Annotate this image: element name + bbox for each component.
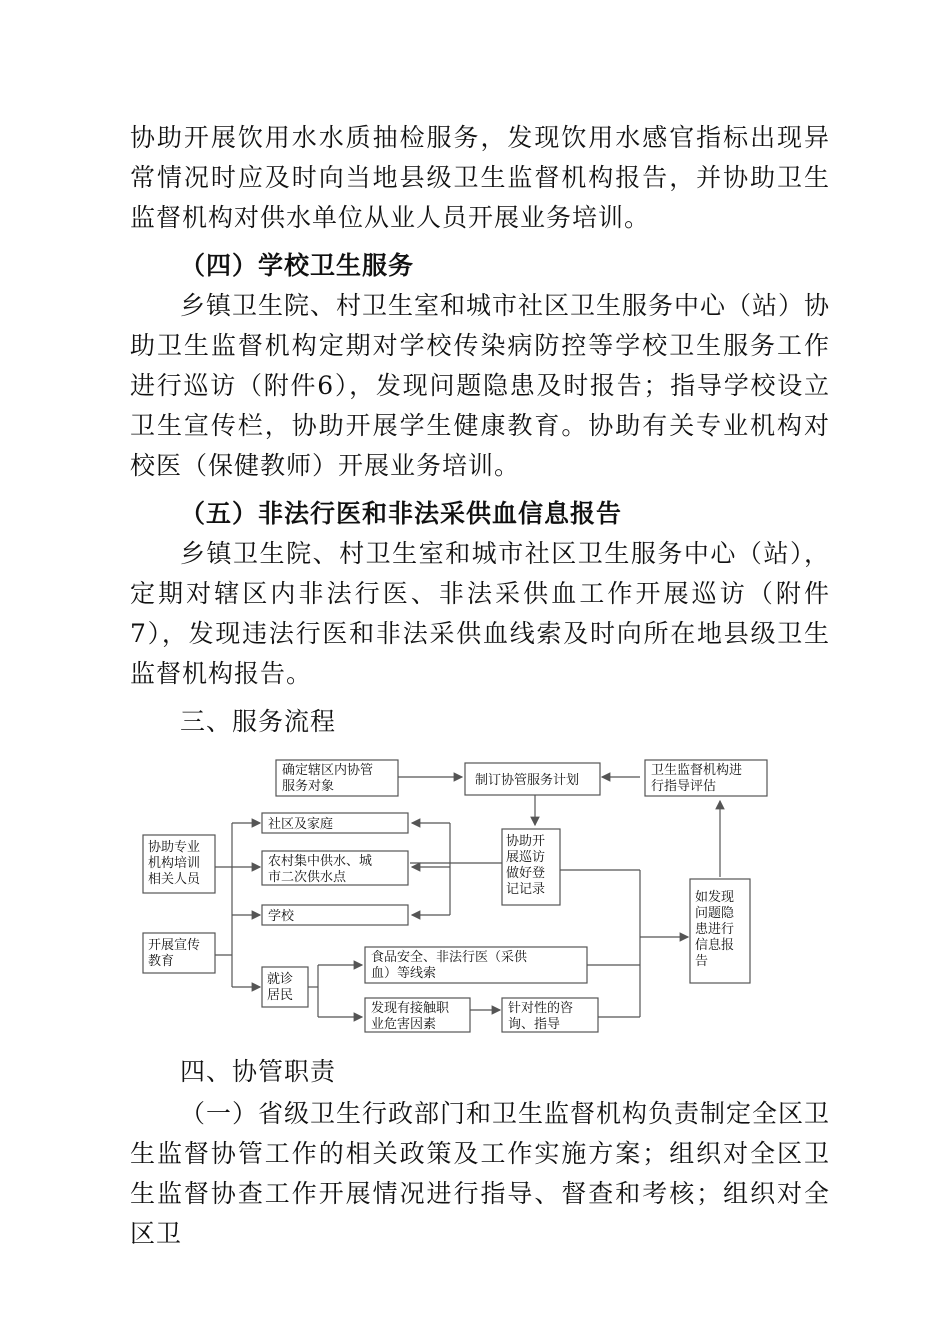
heading-service-process: 三、服务流程 (180, 707, 337, 736)
paragraph-school-health: 乡镇卫生院、村卫生室和城市社区卫生服务中心（站）协助卫生监督机构定期对学校传染病防控等学校卫生服务工作进行巡访（附件6），发现问题隐患及时报告；指导学校设立卫生宣传栏，协助开展学生健康教育。协助有关专业机构对校医（保健教师）开展业务培训。 (130, 291, 831, 480)
svg-text:业危害因素: 业危害因素 (371, 1017, 437, 1032)
svg-text:协助专业: 协助专业 (148, 840, 201, 855)
heading-responsibilities: 四、协管职责 (180, 1057, 337, 1086)
box-make-plan (465, 763, 600, 795)
box-report-hazards (690, 879, 750, 983)
box-publicity-education (143, 933, 215, 973)
svg-text:针对性的咨: 针对性的咨 (508, 1001, 574, 1016)
svg-text:食品安全、非法行医（采供: 食品安全、非法行医（采供 (371, 950, 528, 965)
svg-text:记记录: 记记录 (506, 882, 546, 897)
svg-text:居民: 居民 (267, 988, 294, 1003)
svg-text:社区及家庭: 社区及家庭 (268, 817, 334, 832)
svg-text:信息报: 信息报 (695, 938, 735, 953)
svg-text:行指导评估: 行指导评估 (651, 779, 717, 794)
svg-text:协助开: 协助开 (506, 834, 546, 849)
svg-text:农村集中供水、城: 农村集中供水、城 (268, 854, 373, 869)
svg-text:机构培训: 机构培训 (148, 856, 201, 871)
svg-text:询、指导: 询、指导 (508, 1017, 561, 1032)
section-title-school-health: （四）学校卫生服务 (180, 251, 415, 280)
svg-text:教育: 教育 (148, 954, 175, 969)
service-flowchart (140, 755, 780, 1040)
svg-text:发现有接触职: 发现有接触职 (371, 1001, 450, 1016)
svg-text:如发现: 如发现 (695, 890, 735, 905)
box-consultation (502, 998, 598, 1032)
paragraph-provincial-responsibility: （一）省级卫生行政部门和卫生监督机构负责制定全区卫生监督协管工作的相关政策及工作实施方案；组织对全区卫生监督协查工作开展情况进行指导、督查和考核；组织对全区卫 (130, 1099, 831, 1248)
box-school (262, 905, 408, 925)
box-occupational-hazards (365, 998, 470, 1032)
svg-text:制订协管服务计划: 制订协管服务计划 (475, 773, 580, 788)
svg-text:学校: 学校 (268, 909, 295, 924)
box-clues (365, 947, 587, 983)
svg-text:告: 告 (695, 954, 709, 969)
svg-text:卫生监督机构进: 卫生监督机构进 (651, 763, 743, 778)
svg-text:就诊: 就诊 (267, 972, 294, 987)
box-confirm-targets (276, 760, 398, 796)
svg-text:相关人员: 相关人员 (148, 872, 201, 887)
box-patients (262, 967, 308, 1007)
svg-text:确定辖区内协管: 确定辖区内协管 (282, 763, 374, 778)
box-patrol-records (502, 829, 560, 905)
paragraph-water-quality: 协助开展饮用水水质抽检服务，发现饮用水感官指标出现异常情况时应及时向当地县级卫生监督机构报告，并协助卫生监督机构对供水单位从业人员开展业务培训。 (130, 123, 830, 232)
svg-text:开展宣传: 开展宣传 (148, 938, 201, 953)
svg-text:展巡访: 展巡访 (506, 850, 546, 865)
svg-text:服务对象: 服务对象 (282, 779, 335, 794)
box-assist-training (143, 835, 215, 893)
svg-text:问题隐: 问题隐 (695, 906, 735, 921)
box-community-family (262, 813, 408, 833)
svg-text:血）等线索: 血）等线索 (371, 966, 437, 981)
paragraph-illegal-practice: 乡镇卫生院、村卫生室和城市社区卫生服务中心（站），定期对辖区内非法行医、非法采供血工作开展巡访（附件7），发现违法行医和非法采供血线索及时向所在地县级卫生监督机构报告。 (130, 539, 830, 688)
svg-text:做好登: 做好登 (506, 866, 546, 881)
box-guidance-evaluation (645, 760, 767, 796)
svg-text:市二次供水点: 市二次供水点 (268, 870, 347, 885)
box-water-supply (262, 851, 408, 885)
section-title-illegal-practice: （五）非法行医和非法采供血信息报告 (180, 499, 623, 528)
svg-text:患进行: 患进行 (695, 922, 735, 937)
